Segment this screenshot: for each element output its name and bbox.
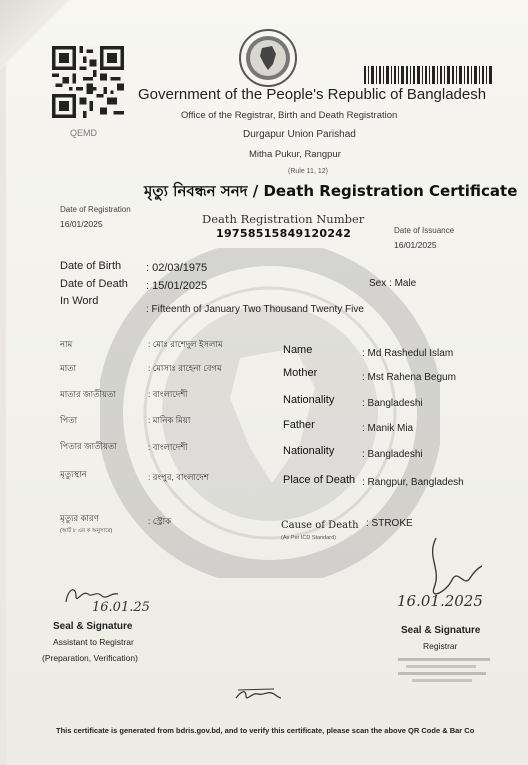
field-father-nationality-en-label: Nationality [283,445,335,457]
field-place-en-value: : Rangpur, Bangladesh [362,477,464,488]
death-date-label: Date of Death [60,278,128,290]
death-date-value: : 15/01/2025 [146,280,208,292]
certificate-title: মৃত্যু নিবন্ধন সনদ / Death Registration Certificate [144,182,518,200]
issuance-date-label: Date of Issuance [394,226,455,235]
registration-date-label: Date of Registration [60,205,131,214]
office-heading: Office of the Registrar, Birth and Death Registration [181,110,398,121]
field-mother-bn-value: : মোসাঃ রাহেনা বেগম [148,363,222,373]
field-place-bn-label: মৃত্যুস্থান [60,469,87,479]
assistant-handwritten-date: 16.01.25 [92,600,150,615]
place-heading: Mitha Pukur, Rangpur [249,149,341,160]
registrar-stamp [398,654,490,690]
field-mother-en-value: : Mst Rahena Begum [362,372,456,383]
bottom-initial-signature [234,684,282,706]
cause-bn-sub: (আর্ট ৮ এর ক অনুসারে) [60,528,113,534]
field-mother-bn-label: মাতা [60,363,77,373]
barcode[interactable] [364,66,494,84]
field-name-en-value: : Md Rashedul Islam [362,348,454,359]
verification-footer: This certificate is generated from bdris.gov.bd, and to verify this certificate, please scan the above QR Code & Bar Co [56,726,475,735]
government-seal-icon [238,28,298,88]
cause-bn-value: : স্ট্রোক [148,516,172,526]
in-word-value: : Fifteenth of January Two Thousand Twenty Five [146,304,364,315]
field-father-nationality-bn-label: পিতার জাতীয়তা [60,441,117,451]
cause-en-sub: (As Per ICD Standard) [281,535,337,541]
field-name-en-label: Name [283,344,313,356]
issuance-date-value: 16/01/2025 [394,240,437,250]
field-father-en-label: Father [283,419,315,431]
registration-number-label: Death Registration Number [202,212,365,226]
field-mother-nationality-bn-value: : বাংলাদেশী [148,389,188,399]
birth-date-value: : 02/03/1975 [146,262,208,274]
field-place-bn-value: : রংপুর, বাংলাদেশ [148,472,209,482]
cause-en-label: Cause of Death [281,520,359,531]
field-mother-en-label: Mother [283,367,318,379]
registration-number-value: 19758515849120242 [216,227,352,240]
cause-en-value: : STROKE [366,518,413,529]
registration-date-value: 16/01/2025 [60,219,103,229]
field-name-bn-label: নাম [60,339,73,349]
registrar-handwritten-date: 16.01.2025 [397,592,483,610]
field-father-nationality-en-value: : Bangladeshi [362,449,423,460]
sex-value: Sex : Male [369,278,417,289]
government-heading: Government of the People's Republic of Bangladesh [138,86,487,103]
union-heading: Durgapur Union Parishad [243,129,356,140]
field-mother-nationality-en-label: Nationality [283,394,335,406]
field-mother-nationality-en-value: : Bangladeshi [362,398,423,409]
field-name-bn-value: : মোঃ রাশেদুল ইসলাম [148,339,223,349]
birth-date-label: Date of Birth [60,260,122,272]
field-mother-nationality-bn-label: মাতার জাতীয়তা [60,389,116,399]
assistant-seal-title: Seal & Signature [53,621,133,632]
in-word-label: In Word [60,295,99,307]
registrar-seal-title: Seal & Signature [401,625,481,636]
assistant-role: Assistant to Registrar [53,637,134,647]
cause-bn-label: মৃত্যুর কারণ [60,513,99,523]
field-father-nationality-bn-value: : বাংলাদেশী [148,442,188,452]
rule-note: (Rule 11, 12) [288,168,328,175]
field-father-en-value: : Manik Mia [362,423,414,434]
qr-caption: QEMD [70,128,97,138]
qr-code[interactable] [52,44,124,120]
field-father-bn-label: পিতা [60,415,78,425]
field-father-bn-value: : মানিক মিয়া [148,415,191,425]
field-place-en-label: Place of Death [283,474,356,486]
registrar-role: Registrar [423,641,458,651]
assistant-note: (Preparation, Verification) [42,653,138,663]
